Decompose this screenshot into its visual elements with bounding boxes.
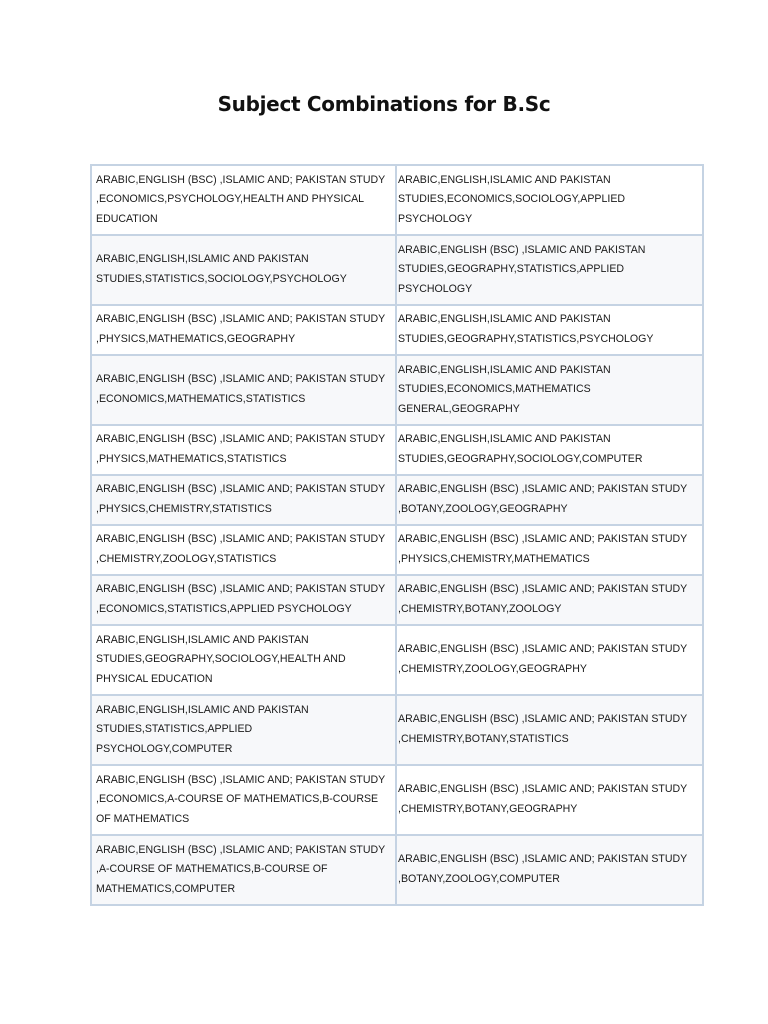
table-row — [91, 625, 703, 695]
combination-cell: ARABIC,ENGLISH (BSC) ,ISLAMIC AND; PAKISTAN STUDY ,ECONOMICS,STATISTICS,APPLIED PSYCHOLOGY — [91, 575, 396, 625]
subject-combinations-table — [90, 164, 704, 906]
table-row — [91, 425, 703, 475]
combination-cell: ARABIC,ENGLISH,ISLAMIC AND PAKISTAN STUDIES,ECONOMICS,MATHEMATICS GENERAL,GEOGRAPHY — [396, 355, 703, 425]
combination-cell: ARABIC,ENGLISH,ISLAMIC AND PAKISTAN STUDIES,STATISTICS,SOCIOLOGY,PSYCHOLOGY — [91, 235, 396, 305]
table-row — [91, 165, 703, 235]
combination-cell: ARABIC,ENGLISH,ISLAMIC AND PAKISTAN STUDIES,GEOGRAPHY,SOCIOLOGY,HEALTH AND PHYSICAL EDUCATION — [91, 625, 396, 695]
combination-cell: ARABIC,ENGLISH (BSC) ,ISLAMIC AND PAKISTAN STUDIES,GEOGRAPHY,STATISTICS,APPLIED PSYCHOLOGY — [396, 235, 703, 305]
combination-cell: ARABIC,ENGLISH,ISLAMIC AND PAKISTAN STUDIES,GEOGRAPHY,STATISTICS,PSYCHOLOGY — [396, 305, 703, 355]
table-row — [91, 235, 703, 305]
combination-cell: ARABIC,ENGLISH (BSC) ,ISLAMIC AND; PAKISTAN STUDY ,BOTANY,ZOOLOGY,GEOGRAPHY — [396, 475, 703, 525]
table-row — [91, 475, 703, 525]
combination-cell: ARABIC,ENGLISH (BSC) ,ISLAMIC AND; PAKISTAN STUDY ,PHYSICS,MATHEMATICS,STATISTICS — [91, 425, 396, 475]
combination-cell: ARABIC,ENGLISH (BSC) ,ISLAMIC AND; PAKISTAN STUDY ,PHYSICS,MATHEMATICS,GEOGRAPHY — [91, 305, 396, 355]
combination-cell: ARABIC,ENGLISH (BSC) ,ISLAMIC AND; PAKISTAN STUDY ,BOTANY,ZOOLOGY,COMPUTER — [396, 835, 703, 905]
table-row — [91, 835, 703, 905]
page-title: Subject Combinations for B.Sc — [217, 92, 551, 116]
combination-cell: ARABIC,ENGLISH,ISLAMIC AND PAKISTAN STUDIES,STATISTICS,APPLIED PSYCHOLOGY,COMPUTER — [91, 695, 396, 765]
table-row — [91, 305, 703, 355]
combination-cell: ARABIC,ENGLISH (BSC) ,ISLAMIC AND; PAKISTAN STUDY ,ECONOMICS,PSYCHOLOGY,HEALTH AND PHYSICAL EDUCATION — [91, 165, 396, 235]
combination-cell: ARABIC,ENGLISH (BSC) ,ISLAMIC AND; PAKISTAN STUDY ,ECONOMICS,MATHEMATICS,STATISTICS — [91, 355, 396, 425]
table-row — [91, 695, 703, 765]
table-row — [91, 525, 703, 575]
table-row — [91, 575, 703, 625]
combination-cell: ARABIC,ENGLISH (BSC) ,ISLAMIC AND; PAKISTAN STUDY ,CHEMISTRY,ZOOLOGY,STATISTICS — [91, 525, 396, 575]
combination-cell: ARABIC,ENGLISH (BSC) ,ISLAMIC AND; PAKISTAN STUDY ,CHEMISTRY,BOTANY,STATISTICS — [396, 695, 703, 765]
table-row — [91, 355, 703, 425]
combination-cell: ARABIC,ENGLISH (BSC) ,ISLAMIC AND; PAKISTAN STUDY ,CHEMISTRY,ZOOLOGY,GEOGRAPHY — [396, 625, 703, 695]
combination-cell: ARABIC,ENGLISH,ISLAMIC AND PAKISTAN STUDIES,GEOGRAPHY,SOCIOLOGY,COMPUTER — [396, 425, 703, 475]
combination-cell: ARABIC,ENGLISH (BSC) ,ISLAMIC AND; PAKISTAN STUDY ,CHEMISTRY,BOTANY,ZOOLOGY — [396, 575, 703, 625]
combination-cell: ARABIC,ENGLISH (BSC) ,ISLAMIC AND; PAKISTAN STUDY ,PHYSICS,CHEMISTRY,MATHEMATICS — [396, 525, 703, 575]
combination-cell: ARABIC,ENGLISH (BSC) ,ISLAMIC AND; PAKISTAN STUDY ,A-COURSE OF MATHEMATICS,B-COURSE OF MATHEMATICS,COMPUTER — [91, 835, 396, 905]
combination-cell: ARABIC,ENGLISH (BSC) ,ISLAMIC AND; PAKISTAN STUDY ,ECONOMICS,A-COURSE OF MATHEMATICS,B-COURSE OF MATHEMATICS — [91, 765, 396, 835]
table-row — [91, 765, 703, 835]
combination-cell: ARABIC,ENGLISH (BSC) ,ISLAMIC AND; PAKISTAN STUDY ,PHYSICS,CHEMISTRY,STATISTICS — [91, 475, 396, 525]
combination-cell: ARABIC,ENGLISH,ISLAMIC AND PAKISTAN STUDIES,ECONOMICS,SOCIOLOGY,APPLIED PSYCHOLOGY — [396, 165, 703, 235]
combination-cell: ARABIC,ENGLISH (BSC) ,ISLAMIC AND; PAKISTAN STUDY ,CHEMISTRY,BOTANY,GEOGRAPHY — [396, 765, 703, 835]
